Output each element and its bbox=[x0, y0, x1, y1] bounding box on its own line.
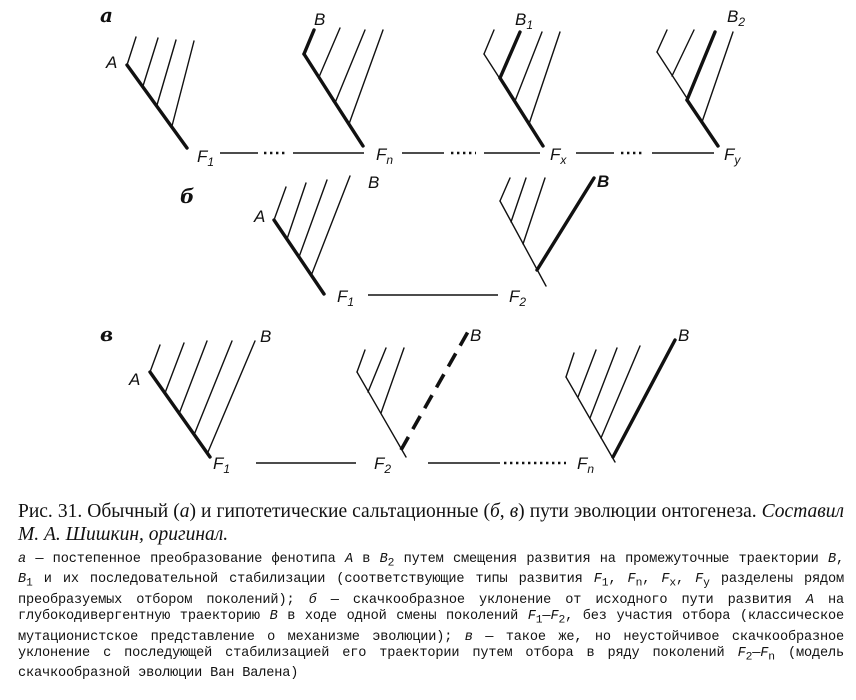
trajectory-branch bbox=[381, 348, 404, 413]
label-B: B bbox=[314, 10, 326, 29]
panel-v bbox=[100, 322, 689, 476]
caption-run: F bbox=[593, 572, 602, 588]
caption-run: 1 bbox=[26, 578, 33, 591]
caption-run: 1 bbox=[535, 614, 543, 627]
label-B: B bbox=[597, 172, 610, 191]
trajectory-stable bbox=[500, 78, 543, 146]
label-B: B bbox=[368, 173, 380, 192]
caption-run: 1 bbox=[601, 578, 609, 591]
caption-run: F bbox=[627, 572, 636, 588]
trajectory-stable bbox=[687, 32, 715, 100]
caption-run: , bbox=[675, 572, 696, 588]
label-Fy: $F_y$ bbox=[724, 145, 741, 167]
fan-b-2 bbox=[500, 178, 594, 286]
fan-v-1 bbox=[150, 341, 255, 457]
caption-run: F bbox=[550, 609, 559, 625]
trajectory-stable bbox=[687, 100, 718, 146]
caption-run: путем смещения развития на промежуточные траектории bbox=[394, 552, 828, 567]
caption-run: 2 bbox=[558, 614, 566, 627]
panel-v-letter: в bbox=[100, 322, 114, 346]
figure-caption bbox=[18, 500, 844, 683]
trajectory-branch bbox=[287, 183, 306, 239]
caption-run: и их последовательной стабилизации (соответствующие типы развития bbox=[32, 572, 594, 588]
label-B: B bbox=[470, 326, 482, 345]
caption-run: x bbox=[669, 578, 676, 591]
label-F1: $F_1$ bbox=[337, 287, 355, 309]
caption-run: B bbox=[269, 609, 278, 625]
caption-fig-number: Рис. 31. bbox=[18, 501, 83, 522]
panel-a bbox=[100, 3, 745, 169]
fan-b-1 bbox=[274, 176, 350, 294]
caption-title: Рис. 31. Обычный (а) и гипотетические сальтационные (б, в) пути эволюции онтогенеза. Составил М. А. Шишкин, оригинал. bbox=[18, 501, 845, 545]
caption-run: B bbox=[827, 552, 836, 567]
trajectory-branch bbox=[484, 30, 494, 54]
fan-a-3 bbox=[484, 30, 560, 146]
caption-run: , без участия отбора (классическое мутационистское представление о механизме эволюции); bbox=[18, 609, 844, 645]
panel-b bbox=[180, 172, 609, 309]
trajectory-branch bbox=[368, 348, 386, 392]
caption-run: в ходе одной смены поколений bbox=[277, 609, 528, 625]
trajectory-branch bbox=[172, 41, 194, 126]
fan-v-3 bbox=[566, 340, 675, 462]
fan-v-2 bbox=[357, 330, 469, 457]
trajectory-branch bbox=[601, 346, 640, 438]
label-F1: $F_1$ bbox=[213, 454, 231, 476]
caption-author: Составил М. А. Шишкин, оригинал. bbox=[18, 501, 845, 545]
caption-run: — скачкообразное уклонение от исходного пути развития bbox=[316, 592, 806, 608]
label-F1: $F_1$ bbox=[197, 147, 215, 169]
trajectory-main bbox=[127, 65, 187, 148]
trajectory-main bbox=[566, 377, 615, 462]
caption-run: F bbox=[737, 646, 746, 662]
caption-run: A bbox=[805, 592, 814, 608]
label-F2: $F_2$ bbox=[509, 287, 527, 309]
trajectory-branch bbox=[529, 32, 560, 124]
caption-body bbox=[18, 552, 844, 683]
label-F2: $F_2$ bbox=[374, 454, 392, 476]
trajectory-branch bbox=[194, 341, 232, 435]
label-B: B bbox=[678, 326, 690, 345]
caption-run: y bbox=[703, 578, 710, 591]
trajectory-branch bbox=[143, 38, 158, 86]
caption-run: — постепенное преобразование фенотипа bbox=[26, 552, 345, 567]
caption-run: — bbox=[542, 609, 551, 625]
caption-run: B bbox=[18, 572, 27, 588]
caption-run: , bbox=[642, 572, 662, 588]
label-A: A bbox=[106, 53, 118, 72]
label-B1: $B_1$ bbox=[515, 10, 534, 32]
caption-run: 2 bbox=[387, 557, 395, 570]
trajectory-branch bbox=[311, 176, 350, 276]
label-Fn: $F_n$ bbox=[577, 454, 595, 476]
trajectory-branch bbox=[274, 187, 286, 220]
trajectory-branch bbox=[511, 178, 526, 222]
caption-run: F bbox=[695, 572, 704, 588]
label-B: B bbox=[260, 327, 272, 346]
trajectory-jump bbox=[537, 178, 594, 270]
caption-run: n bbox=[635, 578, 643, 591]
trajectory-branch bbox=[357, 350, 365, 372]
label-Fx: $F_x$ bbox=[550, 145, 567, 167]
caption-run: F bbox=[760, 646, 769, 662]
caption-run: F bbox=[527, 609, 536, 625]
label-A: A bbox=[129, 370, 141, 389]
trajectory-branch bbox=[578, 350, 596, 397]
trajectory-stable bbox=[304, 30, 314, 54]
trajectory-branch bbox=[672, 30, 694, 76]
trajectory-branch bbox=[657, 30, 667, 52]
trajectory-branch bbox=[150, 345, 160, 372]
trajectory-stable bbox=[500, 32, 520, 78]
trajectory-jump-unstable bbox=[401, 330, 469, 450]
fan-a-2 bbox=[304, 28, 383, 146]
panel-a-letter: а bbox=[100, 3, 113, 27]
caption-run: в bbox=[352, 552, 380, 567]
caption-run: разделены рядом преобразуемых отбором поколений); bbox=[18, 572, 845, 608]
trajectory-branch bbox=[157, 40, 176, 105]
caption-run: F bbox=[661, 572, 670, 588]
trajectory-branch bbox=[319, 28, 340, 77]
caption-run: A bbox=[344, 552, 353, 567]
trajectory-branch bbox=[165, 343, 184, 393]
caption-run: б bbox=[308, 592, 317, 608]
trajectory-branch bbox=[208, 341, 255, 452]
trajectory-branch bbox=[523, 178, 545, 244]
trajectory-stable bbox=[613, 340, 675, 457]
caption-run: n bbox=[768, 651, 775, 664]
label-A: A bbox=[254, 207, 266, 226]
caption-run: в bbox=[464, 629, 473, 645]
caption-run: а bbox=[18, 552, 27, 567]
caption-run: 2 bbox=[745, 651, 753, 664]
trajectory-branch bbox=[515, 32, 542, 101]
label-Fn: $F_n$ bbox=[376, 145, 394, 167]
caption-run: B bbox=[379, 552, 388, 567]
caption-run: — такое же, но неустойчивое скачкообразное уклонение с последующей стабилизацией его траектории путем отбора в ряду поколений bbox=[18, 629, 845, 662]
caption-run: — bbox=[752, 646, 761, 662]
trajectory-branch bbox=[127, 37, 136, 65]
fan-a-1 bbox=[127, 37, 194, 148]
trajectory-branch bbox=[590, 348, 617, 418]
caption-run: , bbox=[608, 572, 628, 588]
trajectory-branch bbox=[349, 30, 383, 124]
caption-run: , bbox=[835, 552, 844, 567]
trajectory-main bbox=[150, 372, 210, 457]
caption-run: (модель скачкообразной эволюции Ван Валена) bbox=[18, 646, 844, 682]
label-B2: $B_2$ bbox=[727, 7, 746, 29]
panel-b-letter: б bbox=[180, 184, 195, 208]
trajectory-branch bbox=[566, 353, 574, 377]
trajectory-branch bbox=[702, 32, 733, 122]
trajectory-branch bbox=[179, 341, 207, 414]
trajectory-branch bbox=[500, 178, 510, 201]
caption-run: на глубокодивергентную траекторию bbox=[18, 592, 845, 625]
fan-a-4 bbox=[657, 30, 733, 146]
trajectory-main bbox=[357, 372, 406, 457]
